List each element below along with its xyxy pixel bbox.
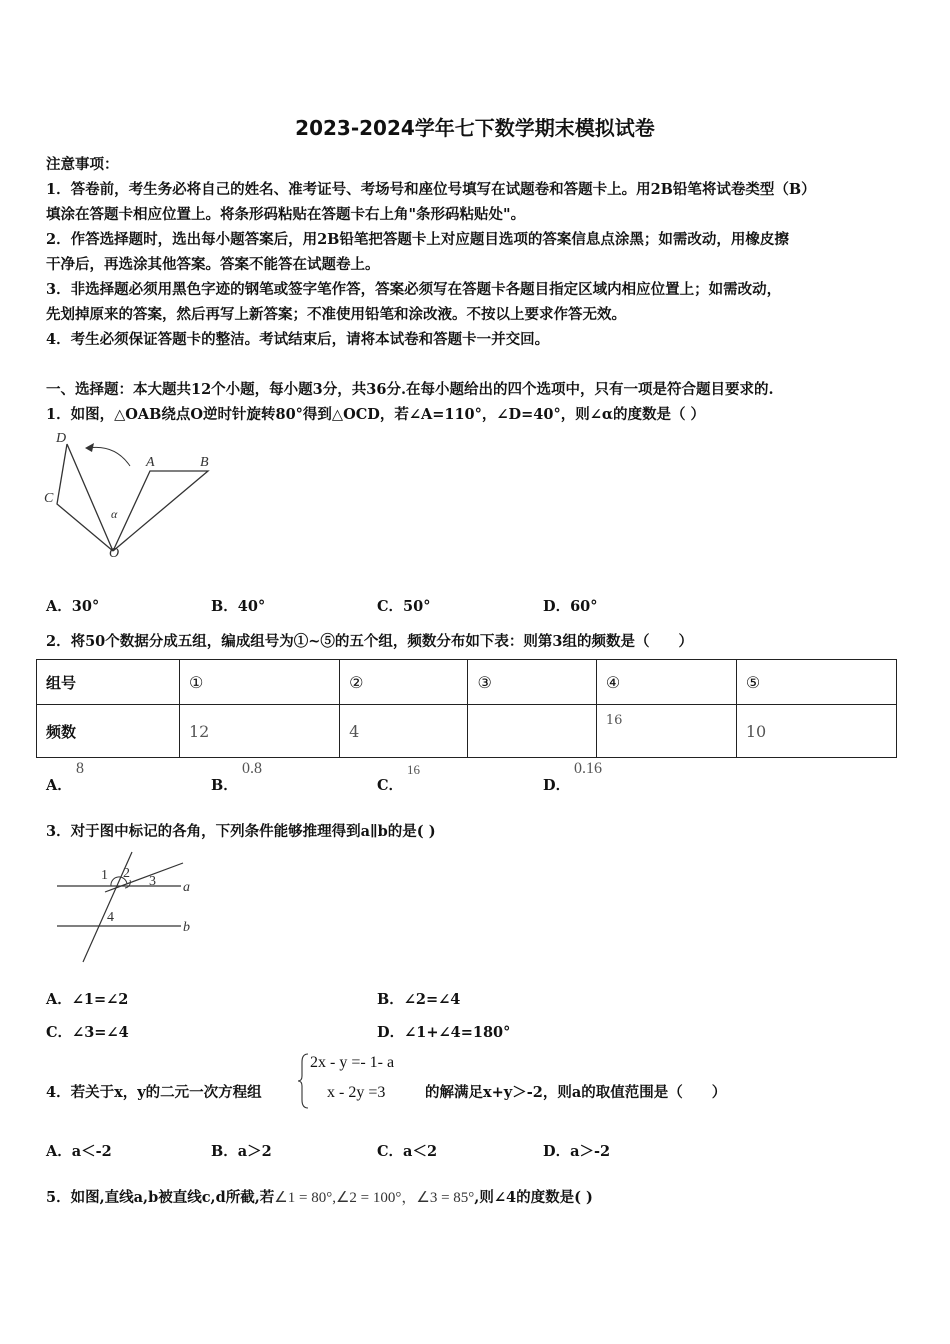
q4-option-c[interactable]: C．a＜2: [377, 1143, 438, 1160]
notice-line: 3．非选择题必须用黑色字迹的钢笔或签字笔作答，答案必须写在答题卡各题目指定区域内相应位置上；如需改动，: [46, 281, 782, 298]
table-cell: [468, 705, 596, 758]
q1-stem: 1．如图，△OAB绕点O逆时针旋转80°得到△OCD，若∠A=110°，∠D=40°，则∠α的度数是（ ）: [46, 406, 706, 423]
q1-label-b: B: [200, 455, 209, 470]
q2-option-a-value: 8: [76, 760, 84, 777]
table-header-cell: 组号: [37, 660, 180, 705]
q3-figure: [55, 848, 215, 964]
q1-label-o: O: [109, 546, 120, 561]
q3-option-d[interactable]: D．∠1+∠4=180°: [377, 1024, 511, 1041]
table-row: [37, 705, 897, 758]
q2-option-b[interactable]: B．: [211, 777, 238, 794]
q3-option-b[interactable]: B．∠2=∠4: [377, 991, 461, 1008]
q4-option-d[interactable]: D．a＞-2: [543, 1143, 611, 1160]
q5-separator: ,: [332, 1190, 336, 1206]
q1-option-c[interactable]: C．50°: [377, 598, 431, 615]
q4-option-a[interactable]: A．a＜-2: [46, 1143, 112, 1160]
q2-option-c-value: 16: [407, 762, 420, 777]
table-row: [37, 660, 897, 705]
q1-option-a[interactable]: A．30°: [46, 598, 100, 615]
notice-line: 填涂在答题卡相应位置上。将条形码粘贴在答题卡右上角"条形码粘贴处"。: [46, 206, 526, 223]
q3-option-a[interactable]: A．∠1=∠2: [46, 991, 129, 1008]
q1-option-b[interactable]: B．40°: [211, 598, 266, 615]
q4-equation-1: 2x - y =- 1- a: [310, 1054, 395, 1071]
frequency-table: [36, 659, 897, 758]
q3-stem: 3．对于图中标记的各角，下列条件能够推理得到a∥b的是( ): [46, 823, 436, 840]
q2-option-d[interactable]: D．: [543, 777, 571, 794]
table-cell: ④: [596, 660, 736, 705]
q5-stem: [46, 1186, 593, 1207]
q5-angle-3: ∠3 = 85°: [416, 1190, 475, 1206]
q3-label-b: b: [183, 920, 190, 935]
notice-line: 4．考生必须保证答题卡的整洁。考试结束后，请将本试卷和答题卡一并交回。: [46, 331, 550, 348]
section-heading: 一、选择题：本大题共12个小题，每小题3分，共36分.在每小题给出的四个选项中，只有一项是符合题目要求的.: [46, 381, 774, 398]
q1-label-alpha: α: [111, 507, 118, 521]
q3-label-4: 4: [107, 910, 114, 925]
q1-figure: [40, 426, 225, 566]
table-cell: 4: [340, 705, 468, 758]
q5-separator: ，: [401, 1190, 417, 1206]
notice-line: 先划掉原来的答案，然后再写上新答案；不准使用铅笔和涂改液。不按以上要求作答无效。: [46, 306, 626, 323]
q5-stem-after: ,则∠4的度数是( ): [474, 1189, 593, 1206]
q4-stem-after: 的解满足x+y＞-2，则a的取值范围是（ ）: [425, 1084, 727, 1101]
q1-label-a: A: [146, 455, 155, 470]
table-cell: ③: [468, 660, 596, 705]
table-cell: 16: [596, 705, 736, 758]
q1-label-d: D: [56, 431, 67, 446]
table-cell: ②: [340, 660, 468, 705]
table-cell: ⑤: [736, 660, 896, 705]
q2-option-d-value: 0.16: [574, 760, 602, 777]
q3-label-3: 3: [149, 874, 156, 889]
table-cell: 12: [180, 705, 340, 758]
q1-label-c: C: [44, 491, 54, 506]
q3-label-2: 2: [123, 866, 130, 881]
notice-line: 干净后，再选涂其他答案。答案不能答在试题卷上。: [46, 256, 380, 273]
q2-option-c[interactable]: C．: [377, 777, 404, 794]
q5-angle-2: ∠2 = 100°: [335, 1190, 402, 1206]
q4-equation-system: [298, 1052, 422, 1110]
table-header-cell: 频数: [37, 705, 180, 758]
q3-label-a: a: [183, 880, 190, 895]
q4-option-b[interactable]: B．a＞2: [211, 1143, 272, 1160]
notice-heading: 注意事项：: [46, 156, 119, 173]
notice-line: 1．答卷前，考生务必将自己的姓名、准考证号、考场号和座位号填写在试题卷和答题卡上。用2B铅笔将试卷类型（B）: [46, 181, 816, 198]
table-cell: ①: [180, 660, 340, 705]
q2-stem: 2．将50个数据分成五组，编成组号为①~⑤的五个组，频数分布如下表：则第3组的频数是（ ）: [46, 633, 694, 650]
q4-equation-2: x - 2y =3: [327, 1084, 386, 1101]
q3-label-1: 1: [101, 868, 108, 883]
q2-option-b-value: 0.8: [242, 760, 262, 777]
q5-angle-1: ∠1 = 80°: [274, 1190, 333, 1206]
q1-option-d[interactable]: D．60°: [543, 598, 598, 615]
page-title: 2023-2024学年七下数学期末模拟试卷: [295, 116, 655, 140]
q3-option-c[interactable]: C．∠3=∠4: [46, 1024, 129, 1041]
q4-stem-before: 4．若关于x，y的二元一次方程组: [46, 1084, 262, 1101]
table-cell: 10: [736, 705, 896, 758]
q5-stem-before: 5．如图,直线a,b被直线c,d所截,若: [46, 1189, 275, 1206]
q2-option-a[interactable]: A．: [46, 777, 72, 794]
notice-line: 2．作答选择题时，选出每小题答案后，用2B铅笔把答题卡上对应题目选项的答案信息点涂黑；如需改动，用橡皮擦: [46, 231, 789, 248]
